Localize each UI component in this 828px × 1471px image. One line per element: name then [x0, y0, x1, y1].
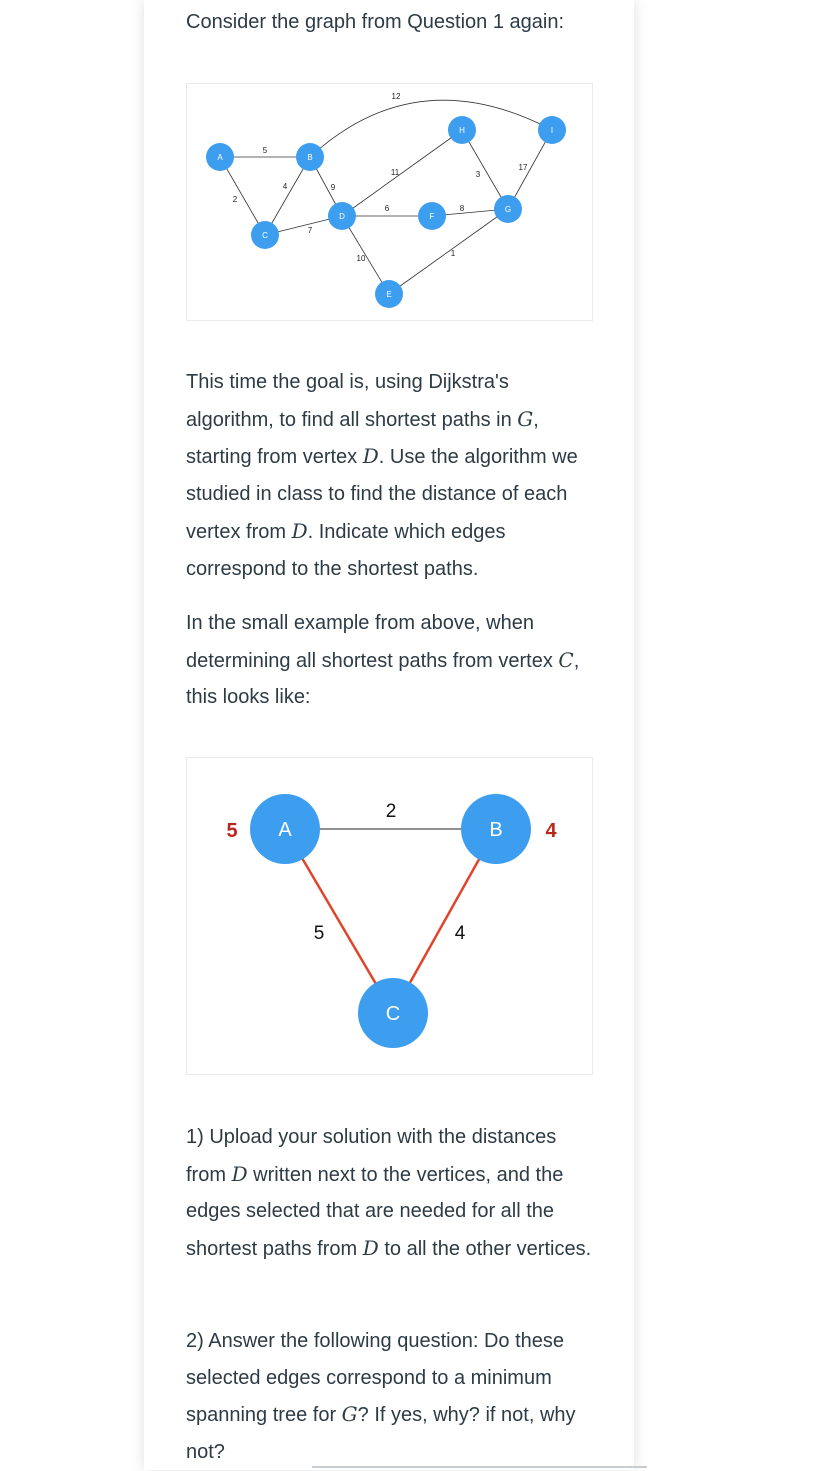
node-a [206, 143, 234, 171]
paragraph-task-2 [186, 1323, 596, 1471]
p2-math-c: C [558, 647, 574, 672]
node-d-label: D [339, 212, 345, 221]
node-i [538, 116, 566, 144]
node-b-label: B [307, 153, 313, 162]
weight-a-c: 5 [313, 923, 325, 944]
p1-math-d: D [362, 444, 379, 469]
p3-math-d-2: D [362, 1236, 379, 1261]
p1-math-g: G [517, 406, 534, 431]
node-a-label: A [278, 819, 292, 841]
p4-text-2: ? If yes, why? if not, why not? [186, 1404, 576, 1464]
paragraph-small-example [186, 605, 596, 716]
paragraph-dijkstra-goal [186, 364, 596, 587]
node-g-label: G [504, 205, 512, 214]
node-i-label: I [550, 126, 554, 135]
node-b-label: B [489, 819, 503, 841]
node-c [251, 221, 279, 249]
p2-text-1: In the small example from above, when determining all shortest paths from vertex [186, 612, 559, 672]
example-svg [187, 758, 592, 1074]
weight-i-g: 17 [518, 163, 528, 172]
scroll-indicator [312, 1466, 647, 1468]
graph-figure [186, 83, 593, 321]
p4-math-g: G [341, 1402, 358, 1427]
weight-d-h: 11 [390, 168, 400, 177]
weight-d-f: 6 [384, 204, 390, 213]
node-a-label: A [217, 153, 223, 162]
node-h [448, 116, 476, 144]
weight-b-d: 9 [330, 183, 336, 192]
p4-text-1: 2) Answer the following question: Do these selected edges correspond to a minimum spanning tree for [186, 1330, 564, 1427]
weight-a-b: 2 [385, 801, 397, 822]
weight-c-d: 7 [307, 226, 313, 235]
node-g [494, 195, 522, 223]
p1-text-4: . Indicate which edges correspond to the shortest paths. [186, 520, 506, 580]
node-b [461, 794, 531, 864]
p1-text-3: . Use the algorithm we studied in class to find the distance of each vertex from [186, 446, 578, 543]
weight-b-c: 4 [454, 923, 466, 944]
node-c-label: C [385, 1003, 401, 1025]
paragraph-task-1 [186, 1119, 596, 1268]
example-figure [186, 757, 593, 1075]
weight-e-g: 1 [450, 249, 456, 258]
node-f [418, 202, 446, 230]
node-c-label: C [262, 231, 268, 240]
p3-text-3: to all the other vertices. [378, 1238, 592, 1261]
node-b [296, 143, 324, 171]
weight-a-c: 2 [232, 195, 238, 204]
intro-text: Consider the graph from Question 1 again: [186, 11, 564, 33]
graph-svg [187, 84, 592, 320]
p1-text-1: This time the goal is, using Dijkstra's algorithm, to find all shortest paths in [186, 371, 518, 431]
weight-h-g: 3 [475, 170, 481, 179]
weight-b-c: 4 [282, 182, 288, 191]
node-e [375, 280, 403, 308]
edge-e-g [389, 209, 508, 294]
node-c [358, 978, 428, 1048]
node-f-label: F [429, 212, 435, 221]
weight-a-b: 5 [262, 146, 268, 155]
p2-text-2: , this looks like: [186, 649, 580, 709]
node-h-label: H [459, 126, 465, 135]
node-a [250, 794, 320, 864]
p1-math-d-2: D [291, 518, 308, 543]
distance-b: 4 [545, 820, 557, 842]
p3-math-d: D [231, 1161, 248, 1186]
p3-text-1: 1) Upload your solution with the distances from [186, 1126, 557, 1186]
edge-b-i [310, 100, 552, 157]
p1-text-2: , starting from vertex [186, 408, 539, 469]
edge-d-h [342, 130, 462, 216]
weight-d-e: 10 [356, 254, 366, 263]
node-d [328, 202, 356, 230]
weight-f-g: 8 [459, 204, 465, 213]
weight-b-i: 12 [391, 92, 401, 101]
node-e-label: E [386, 290, 392, 299]
distance-a: 5 [226, 820, 238, 842]
p3-text-2: written next to the vertices, and the edges selected that are needed for all the shortest paths from [186, 1163, 564, 1261]
